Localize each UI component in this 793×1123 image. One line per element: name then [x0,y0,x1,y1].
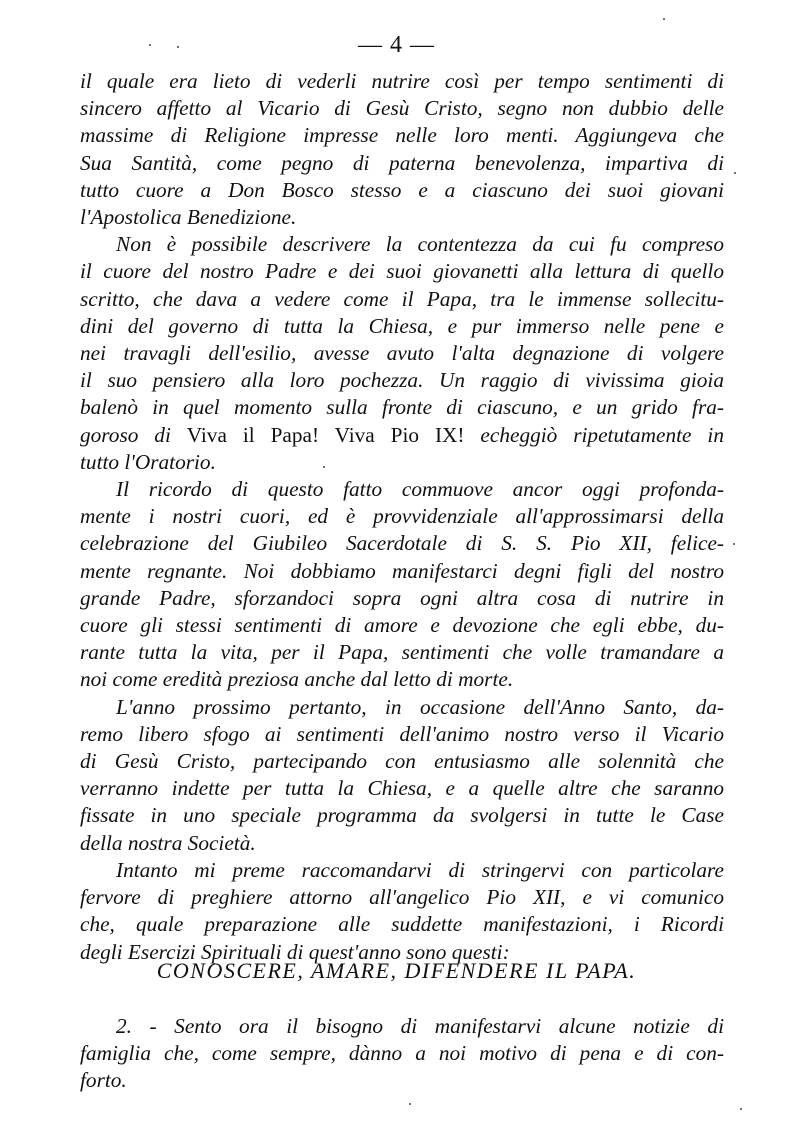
text-line: il suo pensiero alla loro pochezza. Un raggio di vivissima gioia [80,368,724,393]
text-line: dini del governo di tutta la Chiesa, e pur immerso nelle pene e [80,313,724,338]
body-text [80,68,724,966]
text-line: L'anno prossimo pertanto, in occasione dell'Anno Santo, da- [116,694,724,719]
text-line: cuore gli stessi sentimenti di amore e devozione che egli ebbe, du- [80,613,724,638]
text-line: fissate in uno speciale programma da svolgersi in tutte le Case [80,803,724,828]
text-line: mente regnante. Noi dobbiamo manifestarci degni figli del nostro [80,558,724,583]
text-line: di Gesù Cristo, partecipando con entusiasmo alle solennità che [80,749,724,774]
text-line: sincero affetto al Vicario di Gesù Cristo, segno non dubbio delle [80,96,724,121]
text-line: della nostra Società. [80,830,256,855]
text-line: tutto l'Oratorio. [80,449,216,474]
text-line: fervore di preghiere attorno all'angelico Pio XII, e vi comunico [80,885,724,910]
text-line: noi come eredità preziosa anche dal letto di morte. [80,667,514,692]
text-span: echeggiò ripetutamente in [464,422,724,447]
text-line: tutto cuore a Don Bosco stesso e a ciascuno dei suoi giovani [80,177,724,202]
text-line: celebrazione del Giubileo Sacerdotale di S. S. Pio XII, felice- [80,531,724,556]
text-line: nei travagli dell'esilio, avesse avuto l'alta degnazione di volgere [80,341,724,366]
text-line: l'Apostolica Benedizione. [80,205,297,230]
text-line: mente i nostri cuori, ed è provvidenziale all'approssimarsi della [80,504,724,529]
scan-speck [323,466,325,468]
text-line: il quale era lieto di vederli nutrire così per tempo sentimenti di [80,69,724,93]
scan-speck [149,44,151,46]
exclamation-upright: Viva il Papa! Viva Pio IX! [186,422,465,447]
scan-speck [177,46,179,48]
text-line: balenò in quel momento sulla fronte di ciascuno, e un grido fra- [80,395,724,420]
text-line: Intanto mi preme raccomandarvi di stringervi con particolare [116,857,724,882]
scan-speck [734,172,736,174]
motto-heading: CONOSCERE, AMARE, DIFENDERE IL PAPA. [156,958,637,983]
text-line: verranno indette per tutta la Chiesa, e a quelle altre che saranno [80,776,724,801]
scan-speck [733,543,735,545]
text-line: rante tutta la vita, per il Papa, sentimenti che volle tramandare a [80,640,724,665]
paragraph-4 [80,694,724,857]
text-line: Non è possibile descrivere la contentezza da cui fu compreso [116,232,724,257]
text-line: famiglia che, come sempre, dànno a noi motivo di pena e di con- [80,1041,724,1066]
page-number: — 4 — [358,32,435,58]
text-span: goroso di [80,422,187,447]
scan-speck [409,1103,411,1105]
text-line-mixed [80,422,724,449]
paragraph-3 [80,476,724,694]
paragraph-2 [80,231,724,476]
text-line: che, quale preparazione alle suddette manifestazioni, i Ricordi [80,912,724,937]
text-line: 2. - Sento ora il bisogno di manifestarvi alcune notizie di [116,1014,724,1038]
text-line: forto. [80,1068,127,1093]
text-line: Il ricordo di questo fatto commuove ancor oggi profonda- [116,477,724,502]
text-line: grande Padre, sforzandoci sopra ogni altra cosa di nutrire in [80,585,724,610]
scan-speck [663,18,665,20]
text-line: scritto, che dava a vedere come il Papa, tra le immense sollecitu- [80,286,724,311]
text-line: il cuore del nostro Padre e dei suoi giovanetti alla lettura di quello [80,259,724,284]
scan-speck [740,1108,742,1110]
text-line: degli Esercizi Spirituali di quest'anno sono questi: [80,939,510,964]
paragraph-5 [80,857,724,966]
text-line: Sua Santità, come pegno di paterna benevolenza, impartiva di [80,150,724,175]
text-line: remo libero sfogo ai sentimenti dell'animo nostro verso il Vicario [80,721,724,746]
paragraph-1 [80,68,724,231]
closing-paragraph [80,1013,724,1095]
text-line: massime di Religione impresse nelle loro menti. Aggiungeva che [80,123,724,148]
